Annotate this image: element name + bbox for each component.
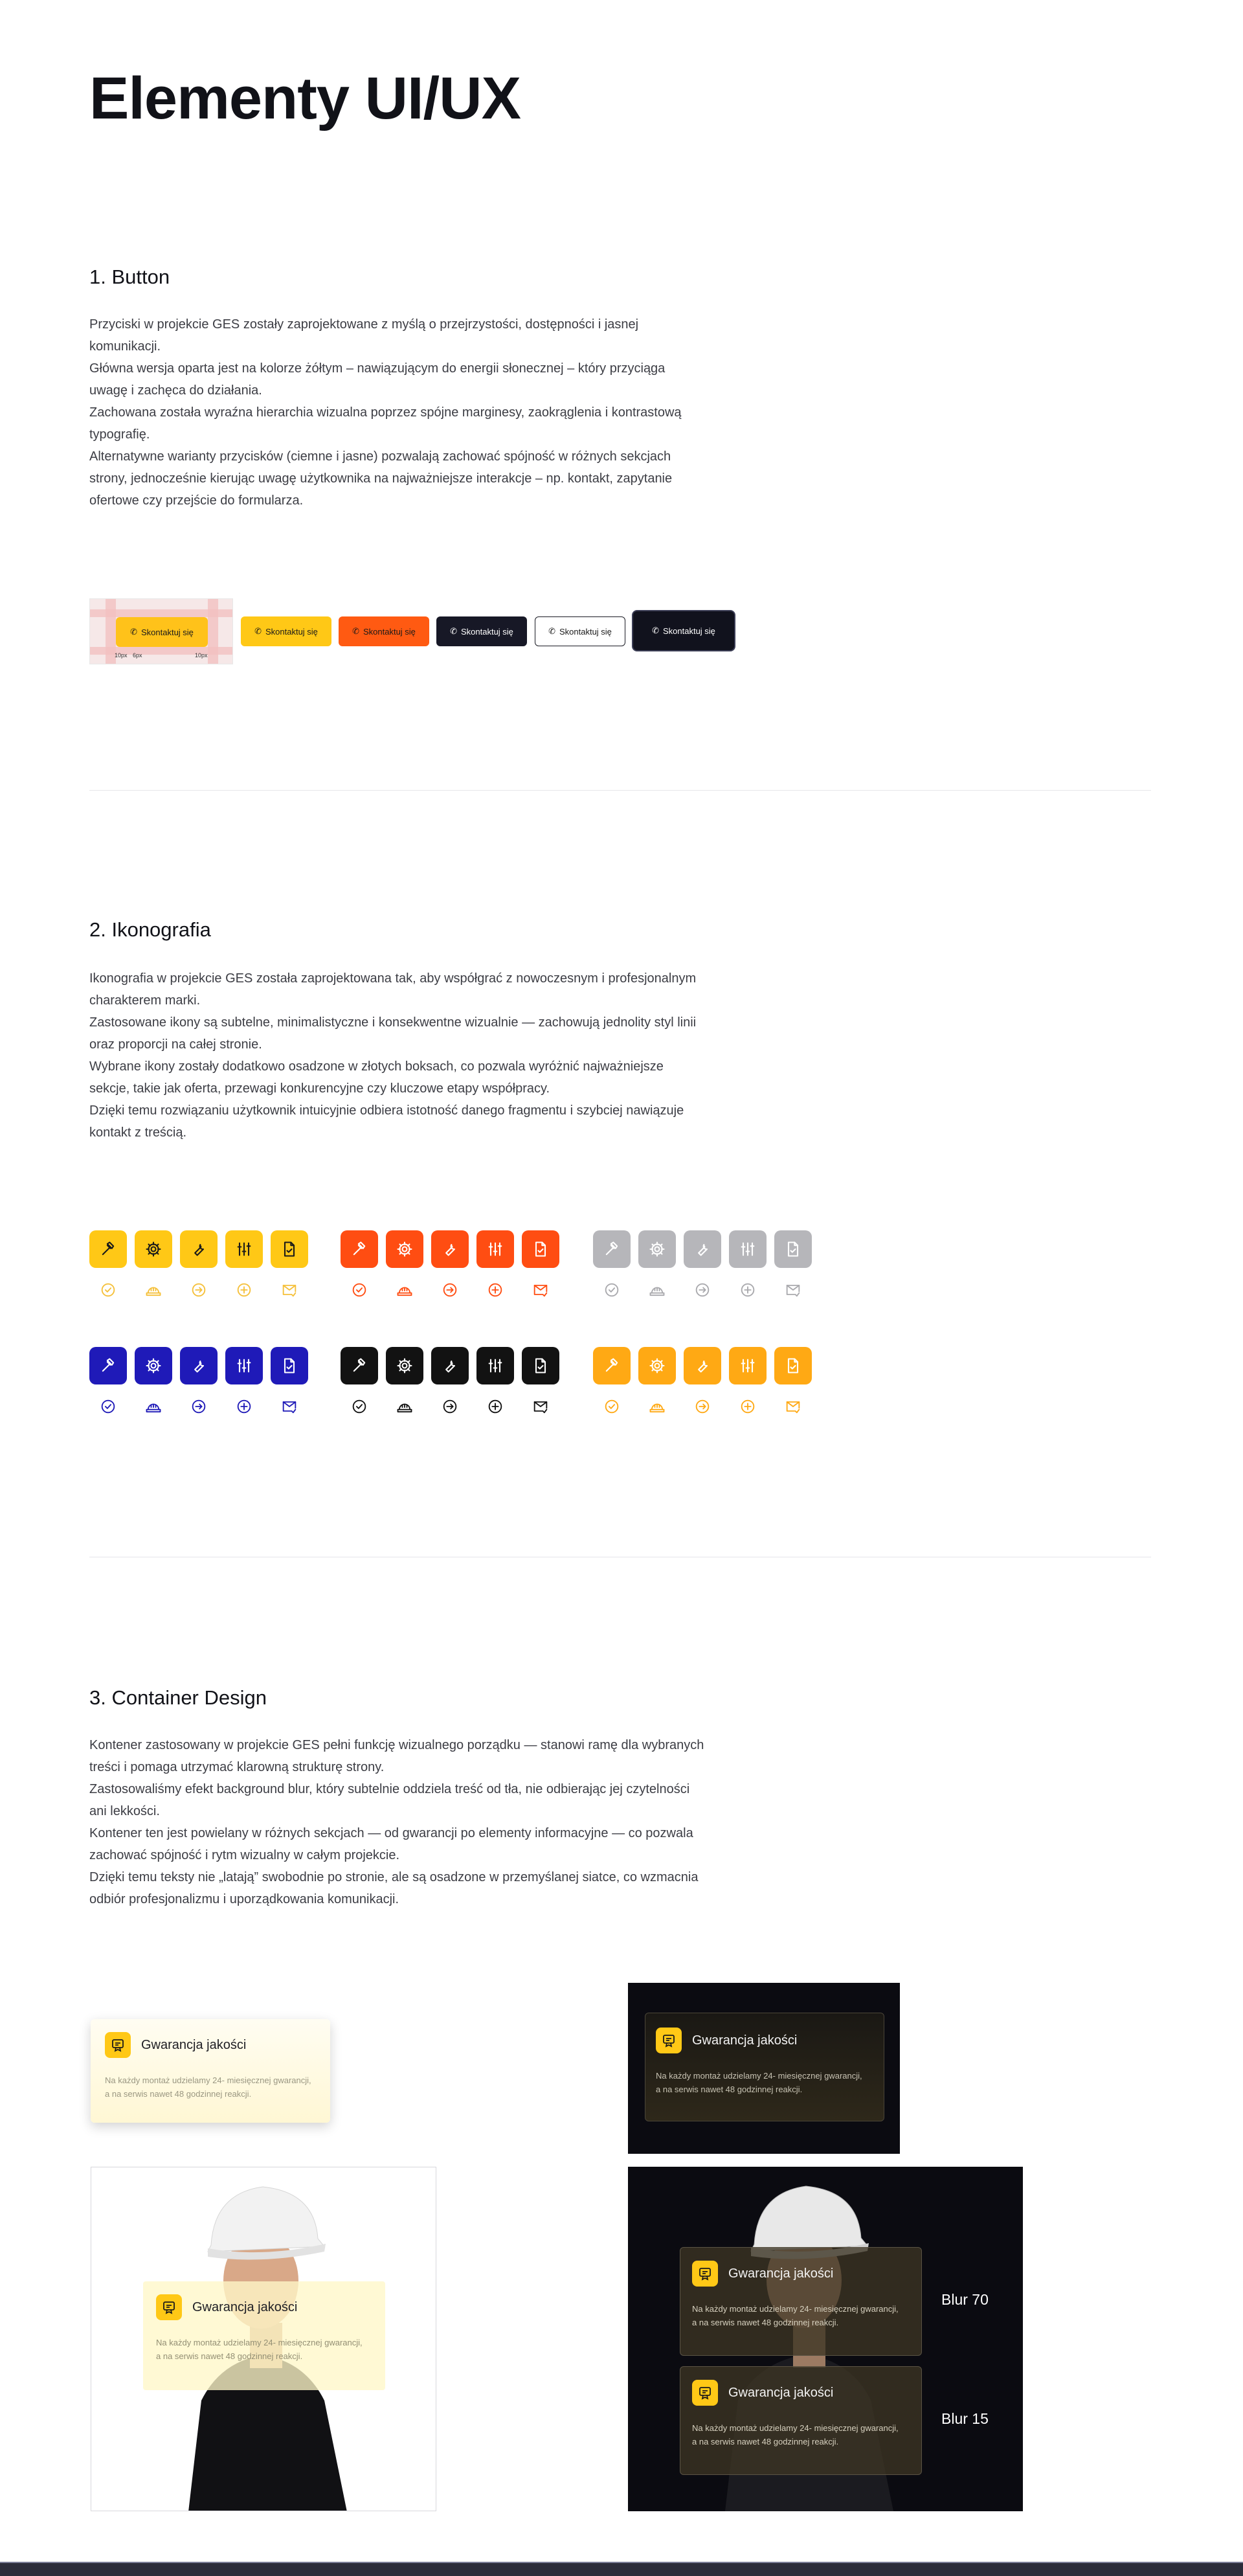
section-heading-button: 1. Button (89, 266, 170, 288)
plus-circle-icon (476, 1277, 514, 1303)
wrench-icon (180, 1347, 218, 1384)
arrow-right-circle-icon (431, 1394, 469, 1419)
page-title: Elementy UI/UX (89, 65, 521, 131)
sliders-icon (729, 1230, 767, 1268)
badge-icon (105, 2032, 131, 2058)
card-title: Gwarancja jakości (728, 2266, 834, 2281)
sliders-icon (729, 1347, 767, 1384)
section-body-button: Przyciski w projekcie GES zostały zaprojektowane z myślą o przejrzystości, dostępności i jasnej komunikacji. Główna wersja oparta jest na kolorze żółtym – nawiązującym do energii słonecznej – który przyciąga uwagę i zachęca do działania. Zachowana została wyraźna hierarchia wizualna poprzez spójne marginesy, zaokrąglenia i kontrastową typografię. Alternatywne warianty przycisków (ciemne i jasne) pozwalają zachować spójność w różnych sekcjach strony, jednocześnie kierując uwagę użytkownika na najważniejsze interakcje – np. kontakt, zapytanie ofertowe czy przejście do formularza. (89, 317, 682, 508)
card-text: Na każdy montaż udzielamy 24- miesięcznej gwarancji, a na serwis nawet 48 godzinnej reakcji. (692, 2304, 899, 2327)
phone-icon: ✆ (652, 626, 659, 635)
gear-icon (386, 1347, 423, 1384)
dark-card-frame (628, 1983, 900, 2154)
phone-icon: ✆ (548, 626, 555, 636)
button-spacing-spec (89, 598, 233, 664)
helmet-icon (638, 1277, 676, 1303)
check-circle-icon (593, 1394, 631, 1419)
check-circle-icon (89, 1394, 127, 1419)
icon-set-blue (89, 1347, 308, 1419)
mail-check-icon (774, 1394, 812, 1419)
check-circle-icon (89, 1277, 127, 1303)
section-heading-container: 3. Container Design (89, 1686, 267, 1709)
phone-icon: ✆ (130, 627, 137, 637)
photo-light-frame (91, 2167, 436, 2511)
guarantee-card-dark (645, 2013, 884, 2121)
spec-button: ✆ Skontaktuj się (116, 617, 208, 647)
icon-set-grey (593, 1230, 812, 1303)
spec-label: 6px (133, 652, 142, 659)
badge-icon (692, 2261, 718, 2287)
icon-set-black (341, 1347, 559, 1419)
arrow-right-circle-icon (431, 1277, 469, 1303)
hammer-icon (593, 1347, 631, 1384)
icon-set-amber (593, 1347, 812, 1419)
card-text: Na każdy montaż udzielamy 24- miesięcznej gwarancji, a na serwis nawet 48 godzinnej reakcji. (105, 2075, 311, 2099)
section-body-container: Kontener zastosowany w projekcie GES pełni funkcję wizualnego porządku — stanowi ramę dla wybranych treści i pomaga utrzymać klarowną strukturę strony. Zastosowaliśmy efekt background blur, który subtelnie oddziela treść od tła, nie odbierając jej czytelności ani lekkości. Kontener ten jest powielany w różnych sekcjach — od gwarancji po elementy informacyjne — co pozwala zachować spójność i rytm wizualny w całym projekcie. Dzięki temu teksty nie „latają” swobodnie po stronie, ale są osadzone w przemyślanej siatce, co wzmacnia odbiór profesjonalizmu i uporządkowania komunikacji. (89, 1738, 704, 1906)
hammer-icon (89, 1347, 127, 1384)
card-text: Na każdy montaż udzielamy 24- miesięcznej gwarancji, a na serwis nawet 48 godzinnej reakcji. (156, 2338, 363, 2361)
gear-icon (135, 1230, 172, 1268)
document-check-icon (271, 1230, 308, 1268)
gear-icon (386, 1230, 423, 1268)
mail-check-icon (774, 1277, 812, 1303)
badge-icon (156, 2294, 182, 2320)
card-title: Gwarancja jakości (728, 2385, 834, 2400)
contact-button-outline[interactable]: ✆ Skontaktuj się (535, 616, 625, 646)
badge-icon (656, 2028, 682, 2053)
section-body-icons: Ikonografia w projekcie GES została zaprojektowana tak, aby współgrać z nowoczesnym i profesjonalnym charakterem marki. Zastosowane ikony są subtelne, minimalistyczne i konsekwentne wizualnie — zachowują jednolity styl linii oraz proporcji na całej stronie. Wybrane ikony zostały dodatkowo osadzone w złotych boksach, co pozwala wyróżnić najważniejsze sekcje, takie jak oferta, przewagi konkurencyjne czy kluczowe etapy współpracy. Dzięki temu rozwiązaniu użytkownik intuicyjnie odbiera istotność danego fragmentu i szybciej nawiązuje kontakt z treścią. (89, 971, 697, 1140)
document-check-icon (522, 1347, 559, 1384)
hammer-icon (593, 1230, 631, 1268)
mail-check-icon (522, 1277, 559, 1303)
sliders-icon (225, 1230, 263, 1268)
badge-icon (692, 2380, 718, 2406)
card-title: Gwarancja jakości (692, 2033, 798, 2048)
photo-dark-frame (628, 2167, 1023, 2511)
helmet-icon (135, 1394, 172, 1419)
check-circle-icon (341, 1394, 378, 1419)
contact-button-orange[interactable]: ✆ Skontaktuj się (339, 616, 429, 646)
icon-set-orange (341, 1230, 559, 1303)
mail-check-icon (271, 1394, 308, 1419)
sliders-icon (225, 1347, 263, 1384)
phone-icon: ✆ (450, 626, 457, 636)
document-check-icon (271, 1347, 308, 1384)
contact-button-yellow[interactable]: ✆ Skontaktuj się (241, 616, 331, 646)
mail-check-icon (522, 1394, 559, 1419)
guarantee-card-light (91, 2019, 330, 2123)
wrench-icon (431, 1230, 469, 1268)
blur-label-70: Blur 70 (941, 2291, 989, 2308)
hammer-icon (89, 1230, 127, 1268)
plus-circle-icon (729, 1277, 767, 1303)
check-circle-icon (341, 1277, 378, 1303)
document-check-icon (774, 1347, 812, 1384)
plus-circle-icon (225, 1277, 263, 1303)
section-heading-icons: 2. Ikonografia (89, 918, 211, 941)
arrow-right-circle-icon (684, 1277, 721, 1303)
sliders-icon (476, 1230, 514, 1268)
helmet-icon (135, 1277, 172, 1303)
arrow-right-circle-icon (180, 1277, 218, 1303)
plus-circle-icon (729, 1394, 767, 1419)
helmet-icon (386, 1394, 423, 1419)
gear-icon (638, 1347, 676, 1384)
arrow-right-circle-icon (180, 1394, 218, 1419)
spec-label: 10px (195, 652, 208, 659)
plus-circle-icon (476, 1394, 514, 1419)
gear-icon (638, 1230, 676, 1268)
document-check-icon (774, 1230, 812, 1268)
wrench-icon (684, 1347, 721, 1384)
guarantee-card-blur-70 (680, 2247, 922, 2356)
wrench-icon (180, 1230, 218, 1268)
phone-icon: ✆ (254, 626, 262, 636)
gear-icon (135, 1347, 172, 1384)
card-title: Gwarancja jakości (141, 2037, 247, 2052)
card-text: Na każdy montaż udzielamy 24- miesięcznej gwarancji, a na serwis nawet 48 godzinnej reakcji. (656, 2071, 862, 2094)
arrow-right-circle-icon (684, 1394, 721, 1419)
wrench-icon (684, 1230, 721, 1268)
guarantee-card-blur-light (143, 2281, 385, 2390)
phone-icon: ✆ (352, 626, 359, 636)
card-text: Na każdy montaż udzielamy 24- miesięcznej gwarancji, a na serwis nawet 48 godzinnej reakcji. (692, 2423, 899, 2446)
bottom-band (0, 2563, 1243, 2576)
blur-label-15: Blur 15 (941, 2410, 989, 2427)
divider (89, 790, 1151, 791)
helmet-icon (638, 1394, 676, 1419)
plus-circle-icon (225, 1394, 263, 1419)
check-circle-icon (593, 1277, 631, 1303)
helmet-icon (386, 1277, 423, 1303)
guarantee-card-blur-15 (680, 2366, 922, 2475)
document-check-icon (522, 1230, 559, 1268)
contact-button-dark[interactable]: ✆ Skontaktuj się (436, 616, 527, 646)
mail-check-icon (271, 1277, 308, 1303)
icon-set-yellow (89, 1230, 308, 1303)
hammer-icon (341, 1347, 378, 1384)
hammer-icon (341, 1230, 378, 1268)
card-title: Gwarancja jakości (192, 2299, 298, 2314)
sliders-icon (476, 1347, 514, 1384)
spec-label: 10px (115, 652, 128, 659)
contact-button-dark-framed[interactable]: ✆ Skontaktuj się (632, 610, 735, 651)
wrench-icon (431, 1347, 469, 1384)
